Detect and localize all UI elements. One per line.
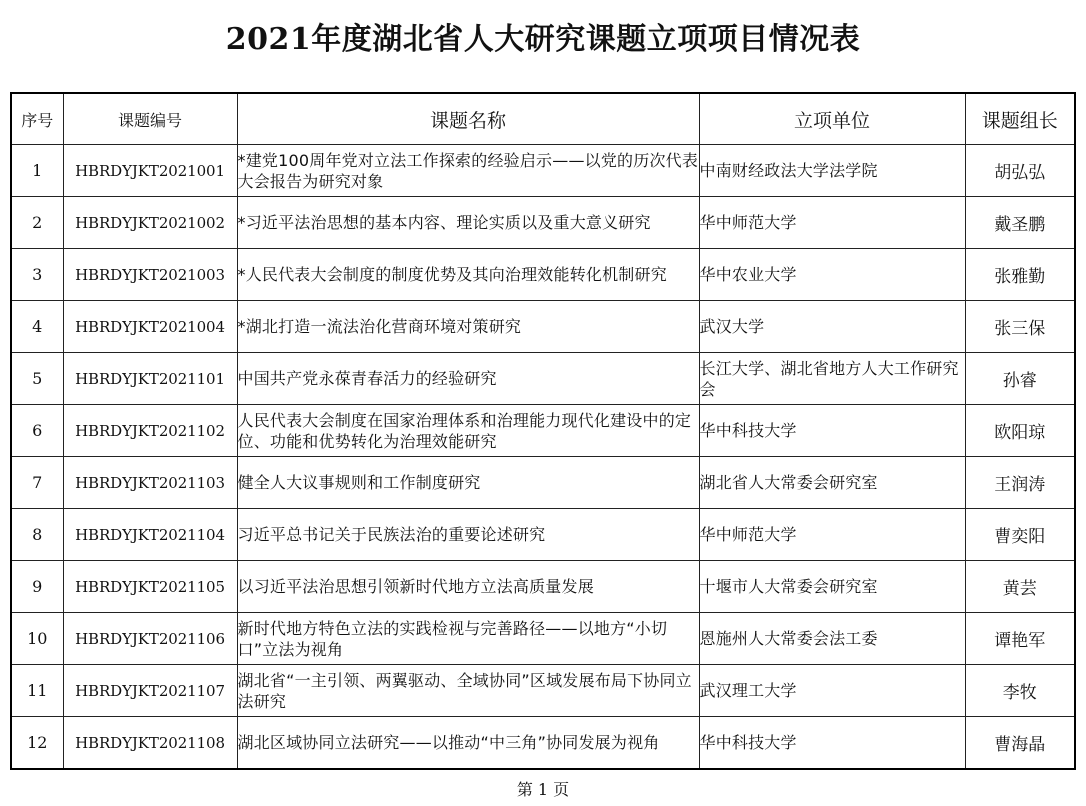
cell-name: 湖北省“一主引领、两翼驱动、全域协同”区域发展布局下协同立法研究 [237, 665, 699, 717]
page-number: 第 1 页 [516, 780, 570, 799]
cell-leader: 曹奕阳 [965, 509, 1075, 561]
cell-leader: 黄芸 [965, 561, 1075, 613]
cell-unit: 武汉理工大学 [699, 665, 965, 717]
header-no: 序号 [11, 93, 63, 145]
cell-name: *湖北打造一流法治化营商环境对策研究 [237, 301, 699, 353]
cell-leader: 孙睿 [965, 353, 1075, 405]
cell-no: 12 [11, 717, 63, 770]
cell-code: HBRDYJKT2021102 [63, 405, 237, 457]
cell-leader: 谭艳军 [965, 613, 1075, 665]
cell-name: 新时代地方特色立法的实践检视与完善路径——以地方“小切口”立法为视角 [237, 613, 699, 665]
cell-no: 8 [11, 509, 63, 561]
cell-no: 4 [11, 301, 63, 353]
cell-name: 以习近平法治思想引领新时代地方立法高质量发展 [237, 561, 699, 613]
cell-name: *建党100周年党对立法工作探索的经验启示——以党的历次代表大会报告为研究对象 [237, 145, 699, 197]
cell-unit: 长江大学、湖北省地方人大工作研究会 [699, 353, 965, 405]
table-row [11, 353, 1075, 405]
table-header-row [11, 93, 1075, 145]
cell-code: HBRDYJKT2021003 [63, 249, 237, 301]
cell-leader: 胡弘弘 [965, 145, 1075, 197]
cell-code: HBRDYJKT2021108 [63, 717, 237, 770]
cell-unit: 华中科技大学 [699, 405, 965, 457]
table-row [11, 561, 1075, 613]
cell-no: 7 [11, 457, 63, 509]
cell-leader: 欧阳琼 [965, 405, 1075, 457]
table-row [11, 249, 1075, 301]
cell-unit: 中南财经政法大学法学院 [699, 145, 965, 197]
cell-no: 9 [11, 561, 63, 613]
table-row [11, 301, 1075, 353]
cell-leader: 戴圣鹏 [965, 197, 1075, 249]
table-row [11, 613, 1075, 665]
table-row [11, 717, 1075, 770]
cell-code: HBRDYJKT2021004 [63, 301, 237, 353]
cell-name: 习近平总书记关于民族法治的重要论述研究 [237, 509, 699, 561]
cell-code: HBRDYJKT2021105 [63, 561, 237, 613]
table-row [11, 405, 1075, 457]
cell-no: 3 [11, 249, 63, 301]
cell-name: 中国共产党永葆青春活力的经验研究 [237, 353, 699, 405]
cell-no: 2 [11, 197, 63, 249]
table-row [11, 197, 1075, 249]
table-row [11, 509, 1075, 561]
cell-unit: 华中师范大学 [699, 197, 965, 249]
cell-unit: 华中科技大学 [699, 717, 965, 770]
cell-code: HBRDYJKT2021103 [63, 457, 237, 509]
table-row [11, 665, 1075, 717]
header-code: 课题编号 [63, 93, 237, 145]
project-table [10, 92, 1076, 770]
cell-leader: 张雅勤 [965, 249, 1075, 301]
cell-no: 6 [11, 405, 63, 457]
table-row [11, 457, 1075, 509]
cell-leader: 李牧 [965, 665, 1075, 717]
cell-leader: 曹海晶 [965, 717, 1075, 770]
cell-code: HBRDYJKT2021001 [63, 145, 237, 197]
page-title: 2021年度湖北省人大研究课题立项项目情况表 [225, 22, 861, 57]
cell-leader: 王润涛 [965, 457, 1075, 509]
cell-unit: 十堰市人大常委会研究室 [699, 561, 965, 613]
cell-code: HBRDYJKT2021101 [63, 353, 237, 405]
cell-unit: 华中农业大学 [699, 249, 965, 301]
cell-code: HBRDYJKT2021107 [63, 665, 237, 717]
cell-unit: 湖北省人大常委会研究室 [699, 457, 965, 509]
cell-no: 5 [11, 353, 63, 405]
header-leader: 课题组长 [965, 93, 1075, 145]
cell-unit: 华中师范大学 [699, 509, 965, 561]
cell-no: 10 [11, 613, 63, 665]
cell-no: 11 [11, 665, 63, 717]
cell-name: 湖北区域协同立法研究——以推动“中三角”协同发展为视角 [237, 717, 699, 770]
cell-name: 健全人大议事规则和工作制度研究 [237, 457, 699, 509]
cell-unit: 武汉大学 [699, 301, 965, 353]
cell-name: 人民代表大会制度在国家治理体系和治理能力现代化建设中的定位、功能和优势转化为治理效能研究 [237, 405, 699, 457]
cell-no: 1 [11, 145, 63, 197]
table-row [11, 145, 1075, 197]
cell-leader: 张三保 [965, 301, 1075, 353]
cell-unit: 恩施州人大常委会法工委 [699, 613, 965, 665]
cell-name: *习近平法治思想的基本内容、理论实质以及重大意义研究 [237, 197, 699, 249]
cell-code: HBRDYJKT2021106 [63, 613, 237, 665]
cell-code: HBRDYJKT2021104 [63, 509, 237, 561]
cell-code: HBRDYJKT2021002 [63, 197, 237, 249]
header-name: 课题名称 [237, 93, 699, 145]
header-unit: 立项单位 [699, 93, 965, 145]
cell-name: *人民代表大会制度的制度优势及其向治理效能转化机制研究 [237, 249, 699, 301]
